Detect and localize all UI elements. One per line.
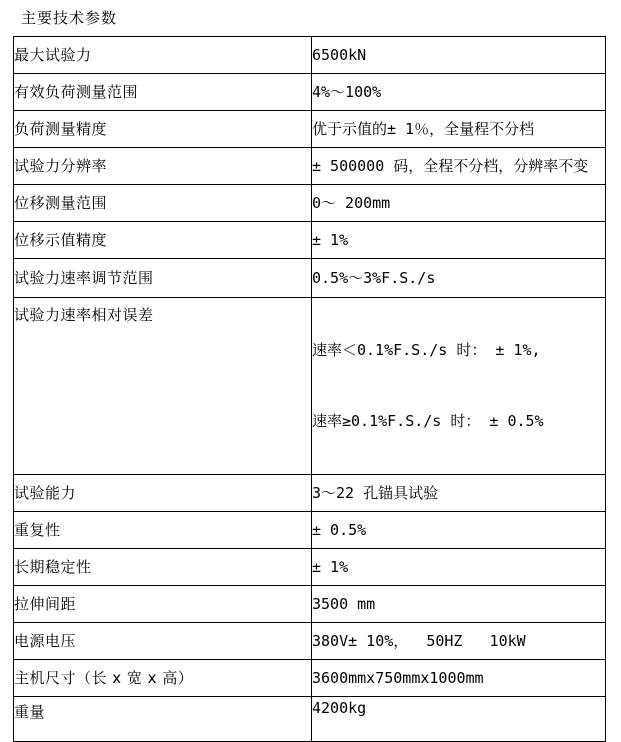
- param-value-line: 速率＜0.1%F.S./s 时： ± 1%,: [312, 341, 541, 359]
- table-row: [14, 623, 606, 660]
- param-value: 3500 mm: [312, 586, 606, 623]
- param-value: ± 0.5%: [312, 512, 606, 549]
- param-value: 0.5%～3%F.S./s: [312, 259, 606, 298]
- page-title: 主要技术参数: [21, 9, 118, 27]
- param-value: [312, 298, 606, 475]
- param-value: 4%～100%: [312, 74, 606, 111]
- table-row: [14, 185, 606, 222]
- param-value: 0～ 200mm: [312, 185, 606, 222]
- param-label: 试验能力: [14, 475, 312, 512]
- table-row: [14, 697, 606, 742]
- table-row: [14, 37, 606, 74]
- param-label: 重量: [14, 697, 312, 742]
- param-value: 3～22 孔锚具试验: [312, 475, 606, 512]
- param-label: 电源电压: [14, 623, 312, 660]
- param-label: 位移测量范围: [14, 185, 312, 222]
- table-row: [14, 660, 606, 697]
- param-value: 优于示值的± 1％，全量程不分档: [312, 111, 606, 148]
- param-value: ± 500000 码，全程不分档，分辨率不变: [312, 148, 606, 185]
- param-label: 重复性: [14, 512, 312, 549]
- param-label: 最大试验力: [14, 37, 312, 74]
- param-value: 4200kg: [312, 697, 606, 742]
- table-row: [14, 512, 606, 549]
- param-value: 6500kN: [312, 37, 606, 74]
- param-value: 380V± 10%， 50HZ 10kW: [312, 623, 606, 660]
- param-label: 试验力速率调节范围: [14, 259, 312, 298]
- param-label: 位移示值精度: [14, 222, 312, 259]
- param-label: 负荷测量精度: [14, 111, 312, 148]
- param-value: ± 1%: [312, 222, 606, 259]
- param-label: 主机尺寸（长 x 宽 x 高）: [14, 660, 312, 697]
- spec-table: [13, 36, 606, 742]
- table-row: [14, 549, 606, 586]
- table-row: [14, 222, 606, 259]
- param-value: 3600mmx750mmx1000mm: [312, 660, 606, 697]
- param-value: ± 1%: [312, 549, 606, 586]
- param-label: 长期稳定性: [14, 549, 312, 586]
- table-row: [14, 148, 606, 185]
- table-row: [14, 111, 606, 148]
- param-label: 拉伸间距: [14, 586, 312, 623]
- param-label: 试验力分辨率: [14, 148, 312, 185]
- param-label: 有效负荷测量范围: [14, 74, 312, 111]
- table-row: [14, 74, 606, 111]
- table-row: [14, 298, 606, 475]
- param-label: 试验力速率相对误差: [14, 298, 312, 475]
- table-row: [14, 475, 606, 512]
- param-value-line: 速率≥0.1%F.S./s 时： ± 0.5%: [312, 412, 544, 430]
- table-row: [14, 259, 606, 298]
- table-row: [14, 586, 606, 623]
